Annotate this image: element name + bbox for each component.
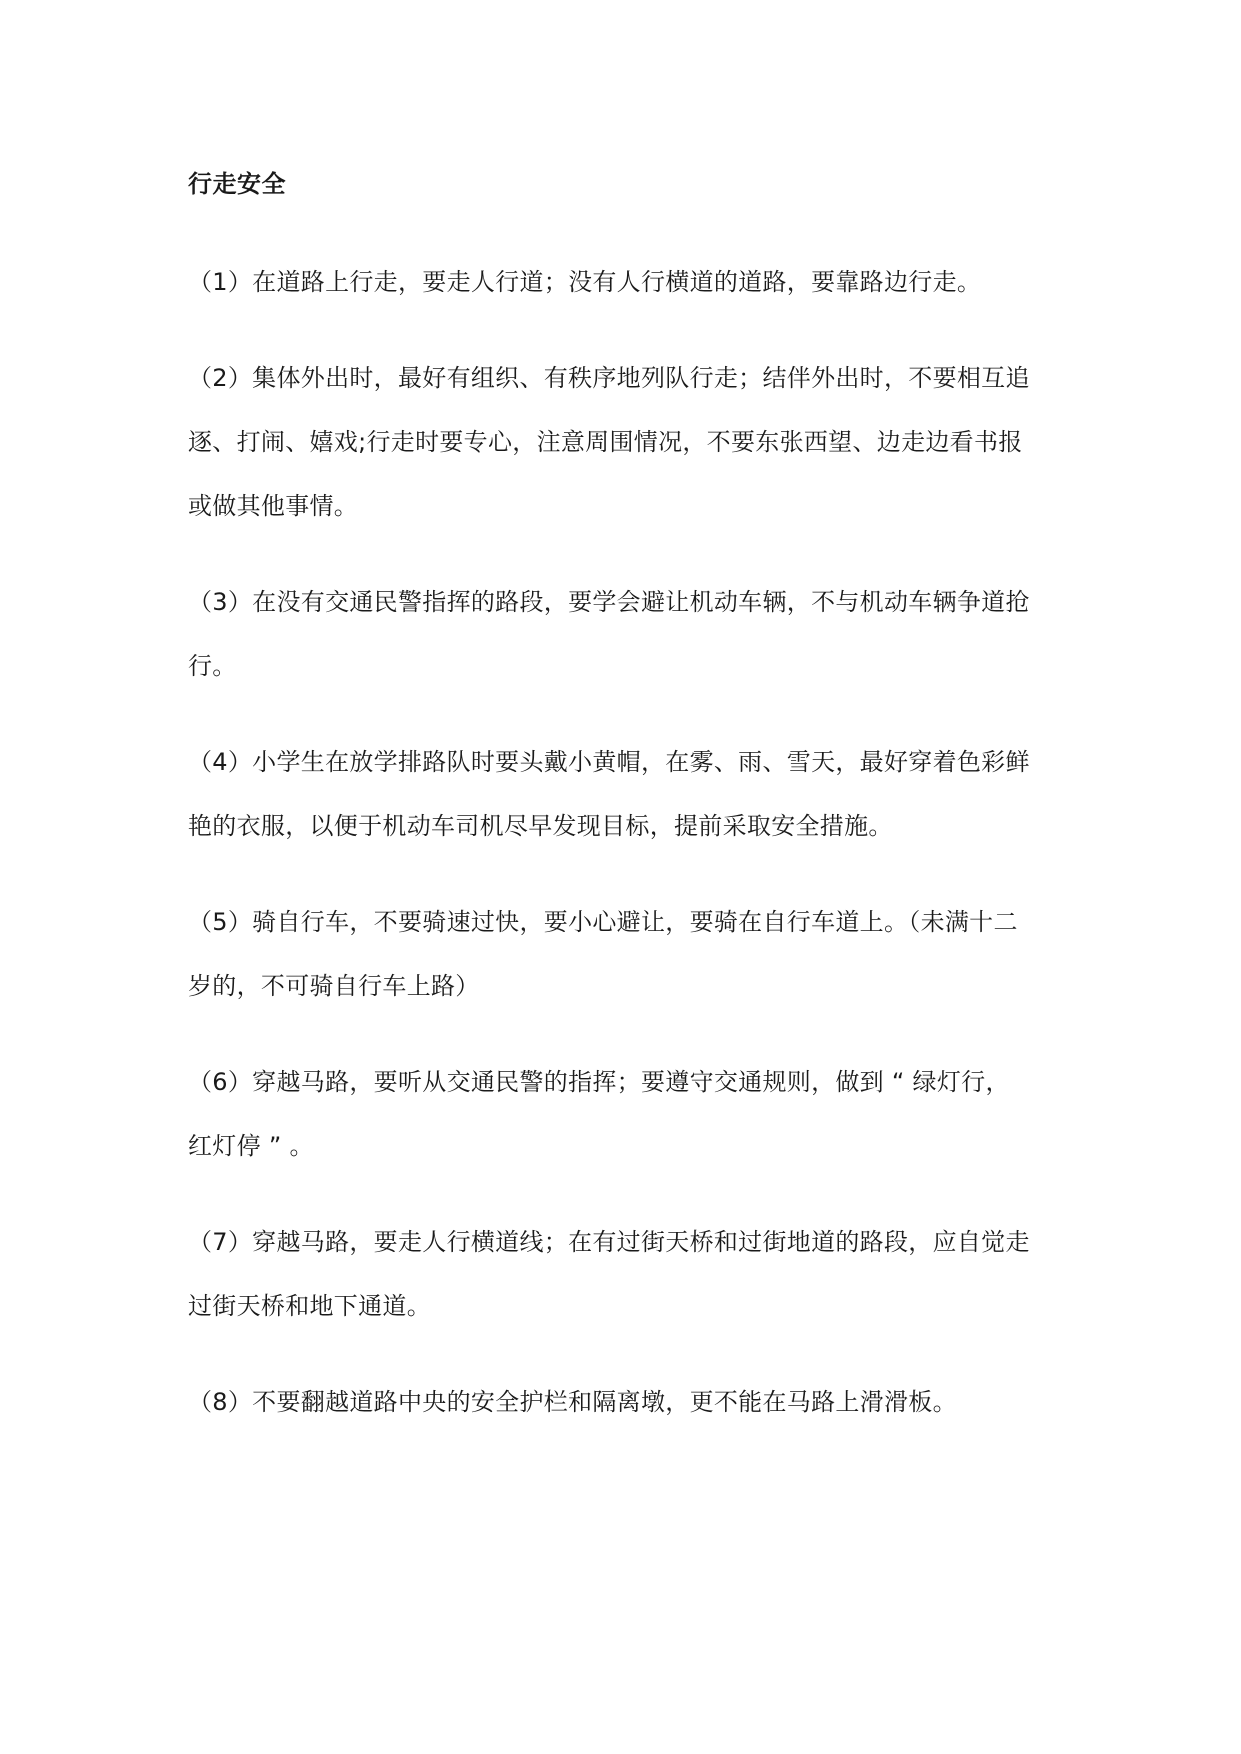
- paragraph-4: [188, 730, 1060, 858]
- paragraph-1: [188, 250, 1060, 314]
- paragraph-line: 过街天桥和地下通道。: [188, 1292, 431, 1320]
- paragraph-line: （3）在没有交通民警指挥的路段，要学会避让机动车辆，不与机动车辆争道抢: [188, 588, 1030, 616]
- paragraph-line: 艳的衣服，以便于机动车司机尽早发现目标，提前采取安全措施。: [188, 812, 893, 840]
- paragraph-line: （7）穿越马路，要走人行横道线；在有过街天桥和过街地道的路段，应自觉走: [188, 1228, 1030, 1256]
- paragraph-8: [188, 1370, 1060, 1434]
- paragraph-5: [188, 890, 1060, 1018]
- paragraph-3: [188, 570, 1060, 698]
- paragraph-2: [188, 346, 1060, 538]
- paragraph-line: （8）不要翻越道路中央的安全护栏和隔离墩，更不能在马路上滑滑板。: [188, 1388, 957, 1416]
- paragraph-line: （2）集体外出时，最好有组织、有秩序地列队行走；结伴外出时，不要相互追: [188, 364, 1030, 392]
- paragraph-6: [188, 1050, 1060, 1178]
- document-title: 行走安全: [188, 170, 286, 198]
- paragraph-line: 红灯停 ” 。: [188, 1132, 314, 1160]
- paragraph-line: 岁的，不可骑自行车上路）: [188, 972, 480, 1000]
- paragraph-7: [188, 1210, 1060, 1338]
- paragraph-line: 行。: [188, 652, 237, 680]
- paragraph-line: （5）骑自行车，不要骑速过快，要小心避让，要骑在自行车道上。（未满十二: [188, 908, 1018, 936]
- paragraph-line: 逐、打闹、嬉戏;行走时要专心，注意周围情况，不要东张西望、边走边看书报: [188, 428, 1023, 456]
- paragraph-line: （6）穿越马路，要听从交通民警的指挥；要遵守交通规则，做到 “ 绿灯行，: [188, 1068, 1010, 1096]
- paragraph-line: （4）小学生在放学排路队时要头戴小黄帽，在雾、雨、雪天，最好穿着色彩鲜: [188, 748, 1030, 776]
- paragraph-line: 或做其他事情。: [188, 492, 359, 520]
- paragraph-line: （1）在道路上行走，要走人行道；没有人行横道的道路，要靠路边行走。: [188, 268, 982, 296]
